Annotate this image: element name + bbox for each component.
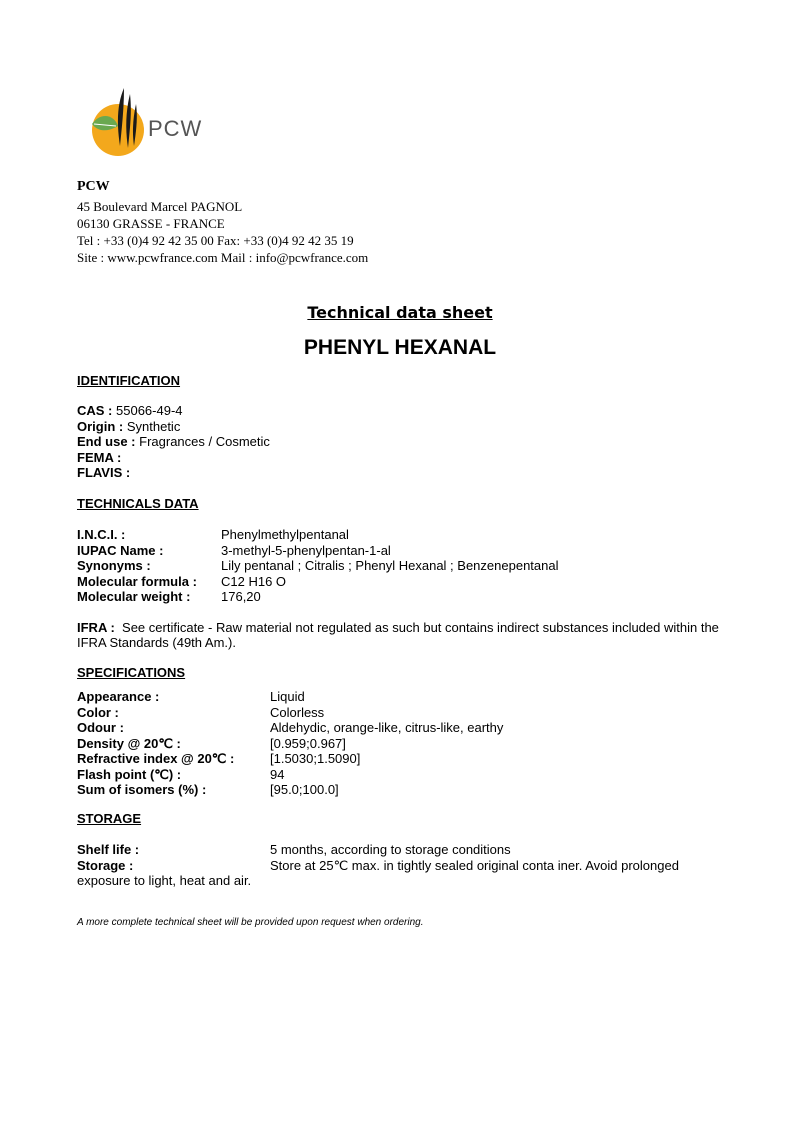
ifra-text: See certificate - Raw material not regulated as such but contains indirect substances included within the IFRA Standards (49th Am.). [77, 620, 719, 650]
spec-row [77, 767, 503, 783]
field-label: End use : [77, 434, 136, 449]
company-logo [88, 84, 218, 160]
storage-value: Store at 25℃ max. in tightly sealed original conta iner. Avoid prolonged [270, 857, 679, 873]
spec-row [77, 736, 503, 752]
field-label: FLAVIS : [77, 465, 131, 480]
document-title: Technical data sheet [307, 303, 493, 322]
shelf-life-value: 5 months, according to storage conditions [270, 842, 511, 857]
field-label: CAS : [77, 403, 113, 418]
storage-row [77, 858, 679, 874]
specifications-block [77, 689, 503, 798]
field-label: Origin : [77, 418, 124, 434]
field-row [77, 589, 559, 605]
field-row [77, 403, 270, 419]
field-label: Synonyms : [77, 558, 151, 573]
field-row [77, 465, 270, 481]
storage-row [77, 842, 679, 858]
spec-label: Appearance : [77, 689, 160, 704]
field-row [77, 419, 270, 435]
technical-heading: TECHNICALS DATA [77, 496, 199, 511]
field-value: 176,20 [221, 589, 261, 604]
spec-row [77, 782, 503, 798]
shelf-life-label: Shelf life : [77, 842, 140, 857]
spec-value: [1.5030;1.5090] [270, 751, 361, 766]
field-value: Lily pentanal ; Citralis ; Phenyl Hexanal ; Benzenepentanal [221, 558, 559, 573]
field-value: C12 H16 O [221, 573, 287, 589]
storage-label: Storage : [77, 857, 134, 873]
field-label: Molecular weight : [77, 589, 191, 604]
spec-row [77, 705, 503, 721]
field-value: Fragrances / Cosmetic [139, 434, 270, 449]
spec-row [77, 689, 503, 705]
footer-note: A more complete technical sheet will be provided upon request when ordering. [77, 917, 424, 928]
field-value: 55066-49-4 [116, 403, 183, 418]
spec-value: Aldehydic, orange-like, citrus-like, earthy [270, 720, 504, 735]
storage-continuation [77, 873, 679, 889]
storage-value-cont: exposure to light, heat and air. [77, 873, 252, 888]
address-line-1: 45 Boulevard Marcel PAGNOL [77, 199, 243, 214]
phone-line: Tel : +33 (0)4 92 42 35 00 Fax: +33 (0)4 92 42 35 19 [77, 233, 354, 248]
field-value: Synthetic [126, 418, 181, 434]
field-label: IUPAC Name : [77, 542, 164, 558]
spec-label: Sum of isomers (%) : [77, 782, 207, 797]
company-name: PCW [77, 179, 110, 194]
product-name: PHENYL HEXANAL [303, 336, 497, 359]
identification-heading: IDENTIFICATION [77, 373, 181, 388]
field-label: FEMA : [77, 449, 122, 465]
storage-block [77, 842, 679, 889]
field-row [77, 543, 559, 559]
technical-block [77, 527, 559, 605]
spec-label: Flash point (℃) : [77, 766, 182, 782]
spec-value: Liquid [270, 689, 305, 704]
specifications-heading: SPECIFICATIONS [77, 665, 186, 680]
ifra-label: IFRA : [77, 620, 115, 635]
spec-value: [0.959;0.967] [270, 735, 346, 751]
ifra-paragraph [77, 620, 727, 650]
field-value: 3-methyl-5-phenylpentan-1-al [221, 542, 391, 558]
logo-text: PCW [148, 116, 203, 141]
storage-heading: STORAGE [77, 811, 142, 826]
field-value: Phenylmethylpentanal [221, 527, 349, 542]
field-row [77, 450, 270, 466]
spec-label: Density @ 20℃ : [77, 735, 181, 751]
spec-value: 94 [270, 766, 285, 782]
spec-value: [95.0;100.0] [270, 782, 339, 797]
field-label: Molecular formula : [77, 573, 197, 589]
address-line-2: 06130 GRASSE - FRANCE [77, 216, 225, 231]
spec-label: Refractive index @ 20℃ : [77, 751, 235, 766]
field-row [77, 527, 559, 543]
spec-label: Odour : [77, 720, 124, 735]
company-info [77, 178, 368, 266]
spec-row [77, 751, 503, 767]
spec-value: Colorless [270, 704, 325, 720]
field-row [77, 434, 270, 450]
field-label: I.N.C.I. : [77, 527, 126, 542]
identification-block [77, 403, 270, 481]
web-line: Site : www.pcwfrance.com Mail : info@pcwfrance.com [77, 250, 369, 265]
spec-label: Color : [77, 704, 119, 720]
field-row [77, 558, 559, 574]
spec-row [77, 720, 503, 736]
field-row [77, 574, 559, 590]
